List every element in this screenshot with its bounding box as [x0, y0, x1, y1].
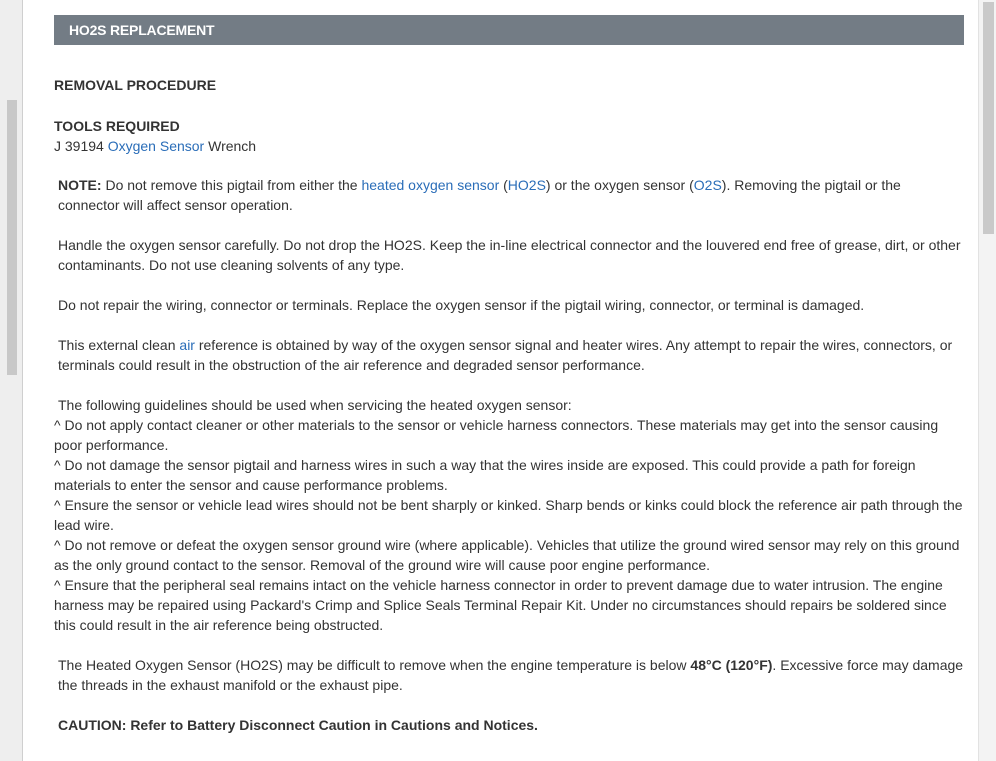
- heated-oxygen-sensor-link[interactable]: heated oxygen sensor: [361, 177, 500, 193]
- note-text-3: ) or the oxygen sensor (: [545, 177, 694, 193]
- background-window: [0, 0, 22, 761]
- note-text-4: ). Removing the pigtail or the connector will affect sensor operation.: [58, 177, 901, 213]
- ho2s-link[interactable]: HO2S: [507, 177, 546, 193]
- temperature-value: 48°C (120°F): [690, 657, 773, 673]
- procedure-content: [54, 15, 964, 735]
- repair-paragraph: Do not repair the wiring, connector or terminals. Replace the oxygen sensor if the pigtail wiring, connector, or terminal is damaged.: [58, 297, 865, 313]
- note-paragraph: [54, 175, 964, 215]
- handle-paragraph: Handle the oxygen sensor carefully. Do not drop the HO2S. Keep the in-line electrical connector and the louvered end free of grease, dirt, or other contaminants. Do not use cleaning solvents of any type.: [58, 237, 961, 273]
- o2s-link[interactable]: O2S: [693, 177, 722, 193]
- tool-number: J 39194: [54, 138, 108, 154]
- oxygen-sensor-link[interactable]: Oxygen Sensor: [107, 138, 205, 154]
- guidelines-block: [54, 395, 964, 635]
- note-label: NOTE:: [58, 177, 102, 193]
- air-reference-text-post: reference is obtained by way of the oxygen sensor signal and heater wires. Any attempt to repair the wires, connectors, or terminals could result in the obstruction of the air reference and degraded sensor performance.: [58, 337, 953, 373]
- tool-name-suffix: Wrench: [204, 138, 257, 154]
- section-header-title: HO2S REPLACEMENT: [69, 22, 215, 38]
- caution-paragraph: [54, 715, 964, 735]
- tools-required-item: [54, 136, 964, 156]
- procedure-dialog: [22, 0, 996, 761]
- temperature-paragraph: [54, 655, 964, 695]
- tools-required-title: TOOLS REQUIRED: [54, 118, 180, 134]
- vertical-scrollbar-thumb[interactable]: [983, 2, 994, 234]
- background-scrollbar-thumb[interactable]: [7, 100, 17, 375]
- note-text-2: (: [499, 177, 508, 193]
- temperature-text-pre: The Heated Oxygen Sensor (HO2S) may be difficult to remove when the engine temperature is below: [58, 657, 691, 673]
- guidelines-intro: The following guidelines should be used when servicing the heated oxygen sensor:: [58, 397, 572, 413]
- vertical-scrollbar[interactable]: [978, 0, 996, 761]
- guideline-item: ^ Do not remove or defeat the oxygen sensor ground wire (where applicable). Vehicles that utilize the ground wired sensor may rely on this ground as the only ground contact to the sensor. Removal of the ground wire will cause poor engine performance.: [54, 537, 960, 573]
- caution-text: CAUTION: Refer to Battery Disconnect Caution in Cautions and Notices.: [58, 717, 538, 733]
- section-header-bar: [54, 15, 964, 45]
- guideline-item: ^ Do not apply contact cleaner or other materials to the sensor or vehicle harness connectors. These materials may get into the sensor causing poor performance.: [54, 417, 939, 453]
- air-reference-text-pre: This external clean: [58, 337, 180, 353]
- guideline-item: ^ Do not damage the sensor pigtail and harness wires in such a way that the wires inside are exposed. This could provide a path for foreign materials to enter the sensor and cause performance problems.: [54, 457, 916, 493]
- temperature-text-post: . Excessive force may damage the threads in the exhaust manifold or the exhaust pipe.: [58, 657, 964, 693]
- guideline-item: ^ Ensure the sensor or vehicle lead wires should not be bent sharply or kinked. Sharp bends or kinks could block the reference air path through the lead wire.: [54, 497, 963, 533]
- removal-procedure-title: REMOVAL PROCEDURE: [54, 77, 217, 93]
- note-text-1: Do not remove this pigtail from either the: [101, 177, 362, 193]
- guideline-item: ^ Ensure that the peripheral seal remains intact on the vehicle harness connector in order to prevent damage due to water intrusion. The engine harness may be repaired using Packard's Crimp and Splice Seals Terminal Repair Kit. Under no circumstances should repairs be soldered since this could result in the air reference being obstructed.: [54, 577, 947, 633]
- air-link[interactable]: air: [179, 337, 195, 353]
- air-reference-paragraph: [54, 335, 964, 375]
